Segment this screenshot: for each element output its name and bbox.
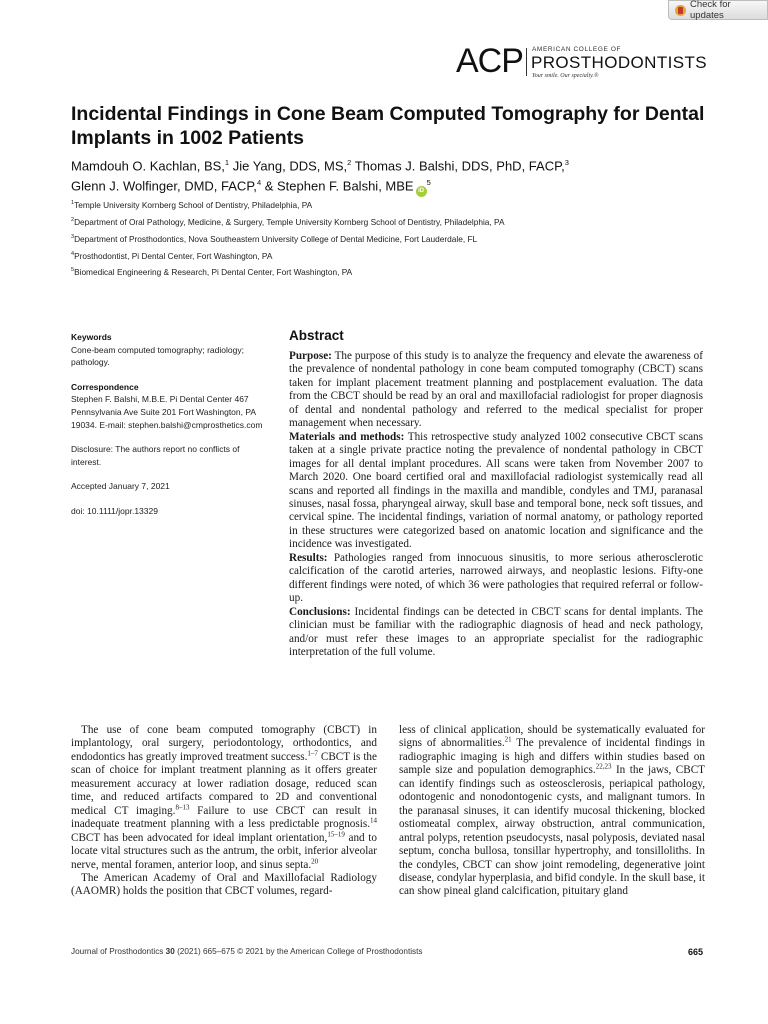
affiliation-item [71,196,711,213]
affiliation-item [71,263,711,280]
check-for-updates-label: Check for updates [690,0,731,21]
footer-citation: (2021) 665–675 © 2021 by the American College of Prosthodontists [177,947,423,956]
doi-link[interactable]: doi: 10.1111/jopr.13329 [71,505,158,516]
accepted-date: Accepted January 7, 2021 [71,481,170,492]
abstract-section-text: This retrospective study analyzed 1002 consecutive CBCT scans taken at a single private practice noting the prevalence of nondental pathology in CBCT images for all dental implant procedures. All scans were taken from November 2007 to March 2020. One board certified oral and maxillofacial radiologist systemically read all scans and reported all findings in the maxilla and mandible, condyles and TMJ, paranasal sinuses, nasal fossa, pharyngeal airway, skull base and temporal bone, neck soft tissues, and cervical spine. The incidental findings, variation of normal anatomy, or pathology reported in these structures were categorized based on anatomic location and significance and the incidence was investigated. [289,430,704,551]
footer-journal: Journal of Prosthodontics [71,947,164,956]
affiliation-number: 1 [71,200,75,206]
abstract-section [289,431,703,552]
author-name: Thomas J. Balshi, DDS, PhD, FACP, [354,158,565,174]
abstract-section-label: Results: [289,551,328,564]
article-title: Incidental Findings in Cone Beam Computed Tomography for Dental Implants in 1002 Patients [71,103,705,149]
footer-volume: 30 [165,947,175,956]
keywords-heading: Keywords [71,332,112,342]
author-affil-number: 5 [426,178,431,188]
author-affil-number: 3 [564,158,569,167]
check-for-updates-button[interactable] [668,0,768,20]
abstract-section [289,350,703,431]
citation-ref: 8–13 [175,802,190,811]
abstract-section-label: Purpose: [289,350,332,362]
body-paragraph: The American Academy of Oral and Maxillofacial Radiology (AAOMR) holds the position that CBCT volumes, regard- [71,871,377,898]
citation-ref: 1–7 [307,749,318,758]
page-footer [71,947,703,956]
author-name: Mamdouh O. Kachlan, BS, [71,158,225,174]
affiliation-list [71,196,711,280]
citation-ref: 20 [311,856,319,865]
orcid-icon: iD [416,186,427,197]
affiliation-number: 5 [71,267,75,274]
affiliation-number: 3 [71,233,75,240]
affiliation-text: Prosthodontist, Pi Dental Center, Fort Washington, PA [74,250,273,261]
citation-ref: 21 [504,735,512,744]
author-name: Stephen F. Balshi, MBE [277,178,414,194]
correspondence-heading: Correspondence [71,381,139,392]
abstract-section-text: Incidental findings can be detected in CBCT scans for dental implants. The clinician must be familiar with the radiographic diagnosis of head and neck pathology, and/or must refer these images to an appropriate specialist for the radiographic interpretation of the full volume. [289,605,703,658]
page-number: 665 [687,947,703,957]
body-paragraph: less of clinical application, should be systematically evaluated for signs of abnormalities.$^{21}$ The prevalence of incidental findings in radiographic imaging is high and differs within studies based on sample size and population demographics.$^{22,23}$ In the jaws, CBCT can identify findings such as osteosclerosis, periapical pathology, odontogenic and nonodontogenic cysts, and malignant tumors. In the paranasal sinuses, it can identify mucosal thickening, blocked ostiomeatal complex, airway obstruction, antral communication, antral polyps, retention pseudocysts, nasal polyposis, deviated nasal septum, concha bullosa, tonsillar hypertrophy, and tonsilloliths. In the condyles, CBCT can show joint remodeling, degenerative joint disease, condylar hyperplasia, and bifid condyle. In the skull base, it can show pineal gland calcification, pituitary gland [399,724,706,898]
affiliation-text: Department of Oral Pathology, Medicine, & Surgery, Temple University Kornberg School of Dentistry, Philadelphia, PA [74,216,505,227]
body-column-left [71,724,377,899]
acp-logo [456,44,706,80]
correspondence-text: Stephen F. Balshi, M.B.E. Pi Dental Center 467 Pennsylvania Ave Suite 201 Fort Washington, PA 19034. E-mail: stephen.balshi@cmprosthetics.com [71,394,263,430]
affiliation-item [71,230,711,247]
abstract-section [289,552,703,606]
affiliation-text: Department of Prosthodontics, Nova Southeastern University College of Dental Medicine, Fort Lauderdale, FL [74,233,478,244]
affiliation-text: Temple University Kornberg School of Dentistry, Philadelphia, PA [74,199,313,210]
logo-big-text: PROSTHODONTISTS [531,53,708,72]
affiliation-number: 2 [71,216,75,223]
logo-divider [526,48,527,76]
body-paragraph: The use of cone beam computed tomography (CBCT) in implantology, oral surgery, periodontology, orthodontics, and endodontics has greatly improved treatment success.$^{1-7}$ CBCT is the scan of choice for implant treatment planning as it offers greater measurement accuracy at lower radiation dosage, reduced scan time, and reduced artifacts compared to 2D and conventional medical CT imaging.$^{8-13}$ Failure to use CBCT can result in inadequate treatment planning with a less predictable prognosis.$^{14}$ CBCT has been advocated for ideal implant orientation,$^{15-19}$ and to locate vital structures such as the antrum, the orbit, inferior alveolar nerve, mental foramen, anterior loop, and sinus septa.$^{20}$ [71,724,378,871]
disclosure-text: Disclosure: The authors report no conflicts of interest. [71,444,240,467]
abstract-section-label: Conclusions: [289,605,351,618]
body-column-right [399,724,705,899]
article-sidebar [71,331,271,518]
abstract-body [289,350,703,659]
author-affil-number: 4 [256,178,262,188]
author-list: Mamdouh O. Kachlan, BS,$^1$ Jie Yang, DDS, MS,$^2$ Thomas J. Balshi, DDS, PhD, FACP,$^3$ Glenn J. Wolfinger, DMD, FACP,$^4$ & Stephen F. Balshi, MBE $iD^5$ [71,154,711,197]
citation-ref: 14 [370,816,377,825]
abstract-section [289,606,703,660]
author-affil-number: 1 [224,158,230,167]
citation-ref: 22,23 [595,762,612,771]
author-name: Jie Yang, DDS, MS, [232,158,348,174]
logo-tagline: Your smile. Our specialty.® [532,73,599,79]
affiliation-item [71,213,711,230]
author-name: Glenn J. Wolfinger, DMD, FACP, [71,178,257,194]
keywords-text: Cone-beam computed tomography; radiology; pathology. [71,344,244,368]
abstract-section-text: The purpose of this study is to analyze the frequency and elevate the awareness of the prevalence of nondental pathology in cone beam computed tomography (CBCT) scans taken for implant placement treatment planning and postplacement evaluation. The data from the CBCT should be read by an oral and maxillofacial radiologist for proper diagnosis of dental and nondental pathology and referred to the medical specialist for proper management when necessary. [289,350,703,430]
author-affil-number: 2 [347,158,352,167]
abstract-section-text: Pathologies ranged from innocuous sinusitis, to more serious atherosclerotic calcification of the carotid arteries, narrowed airways, and neoplastic lesions. Fifty-one different findings were noted, of which 36 were pathologies that required referral or follow-up. [289,551,703,605]
logo-small-text: AMERICAN COLLEGE OF [532,46,622,53]
affiliation-text: Biomedical Engineering & Research, Pi Dental Center, Fort Washington, PA [74,267,353,278]
abstract-section-label: Materials and methods: [289,430,405,443]
crossmark-icon [675,5,686,16]
affiliation-number: 4 [71,250,75,257]
logo-mark: ACP [456,42,523,80]
citation-ref: 15–19 [327,829,345,838]
affiliation-item [71,247,711,264]
abstract-heading: Abstract [289,328,344,343]
